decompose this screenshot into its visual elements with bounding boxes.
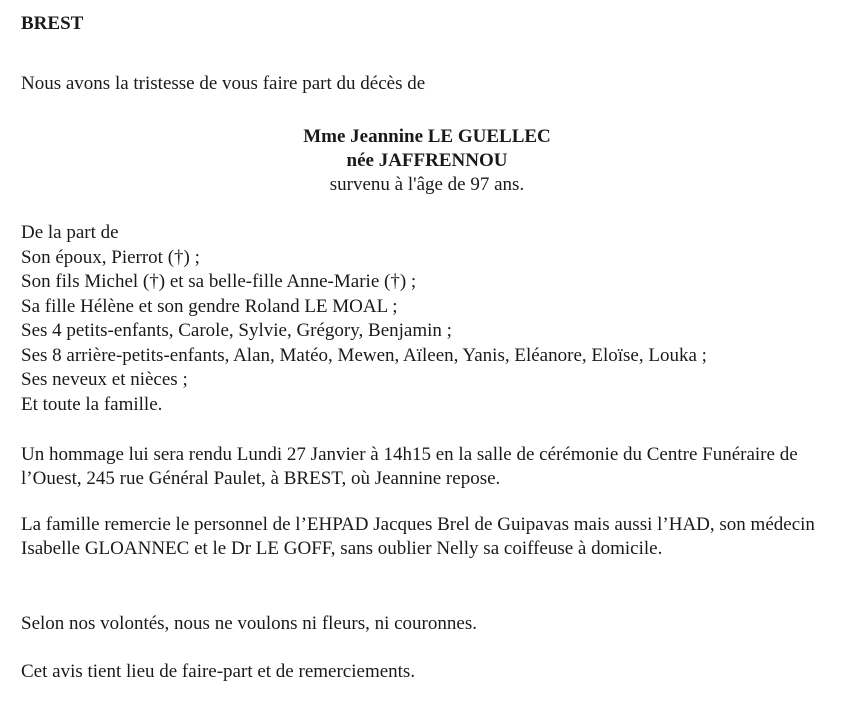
family-line: Ses 8 arrière-petits-enfants, Alan, Matéo, Mewen, Aïleen, Yanis, Eléanore, Eloïse, Louka ; <box>21 344 707 366</box>
family-list <box>21 221 707 417</box>
thanks-paragraph: La famille remercie le personnel de l’EHPAD Jacques Brel de Guipavas mais aussi l’HAD, son médecin Isabelle GLOANNEC et le Dr LE GOFF, sans oublier Nelly sa coiffeuse à domicile. <box>21 514 815 559</box>
family-line: Sa fille Hélène et son gendre Roland LE MOAL ; <box>21 295 398 317</box>
family-line: Son époux, Pierrot (†) ; <box>21 246 200 268</box>
family-line: Son fils Michel (†) et sa belle-fille Anne-Marie (†) ; <box>21 271 417 292</box>
family-line: Ses neveux et nièces ; <box>21 369 188 390</box>
city-heading: BREST <box>21 13 84 34</box>
notice-paragraph: Cet avis tient lieu de faire-part et de remerciements. <box>21 661 416 682</box>
family-line: Et toute la famille. <box>21 393 163 415</box>
deceased-name: Mme Jeannine LE GUELLEC <box>303 126 551 147</box>
deceased-birth-name: née JAFFRENNOU <box>346 150 508 171</box>
deceased-block <box>0 125 854 197</box>
deceased-age: survenu à l'âge de 97 ans. <box>329 174 525 195</box>
intro-text: Nous avons la tristesse de vous faire part du décès de <box>21 73 426 94</box>
wishes-paragraph: Selon nos volontés, nous ne voulons ni fleurs, ni couronnes. <box>21 613 477 634</box>
tribute-paragraph: Un hommage lui sera rendu Lundi 27 Janvier à 14h15 en la salle de cérémonie du Centre Funéraire de l’Ouest, 245 rue Général Paulet, à BREST, où Jeannine repose. <box>21 444 798 489</box>
family-line: De la part de <box>21 222 119 243</box>
family-line: Ses 4 petits-enfants, Carole, Sylvie, Grégory, Benjamin ; <box>21 320 452 341</box>
